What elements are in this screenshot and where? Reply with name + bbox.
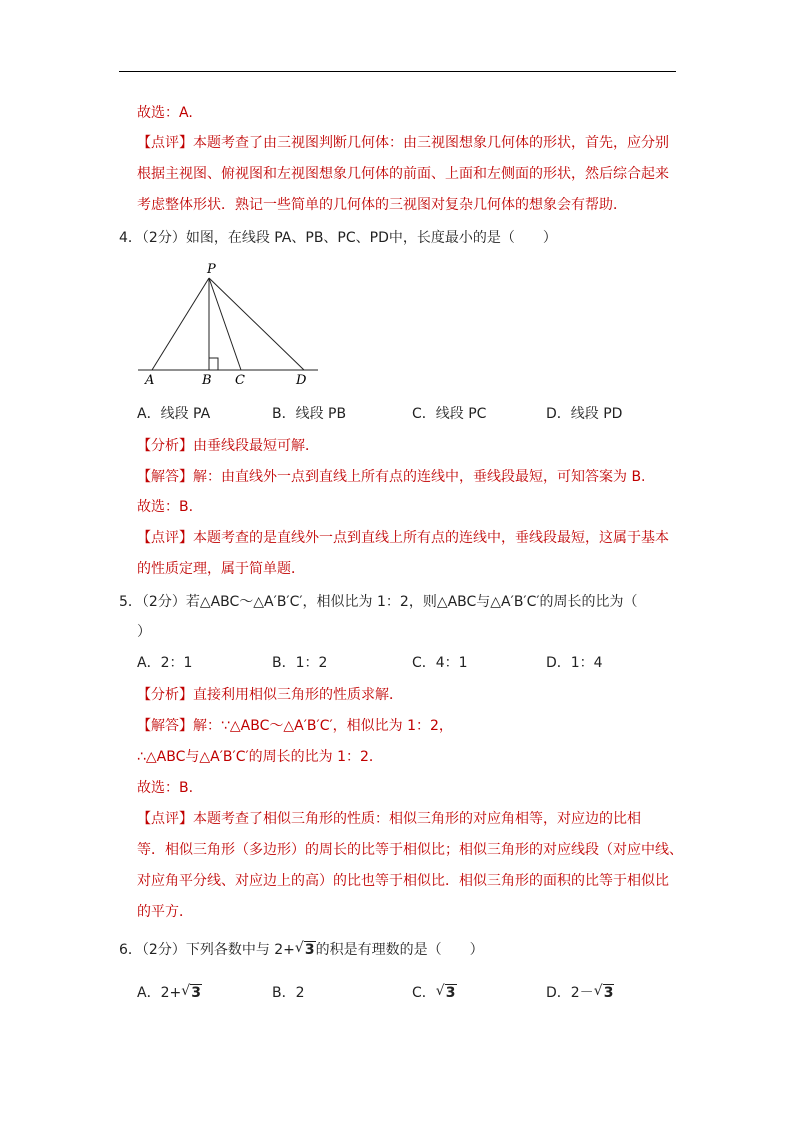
q6-option-d: D．2－ √ 3	[546, 983, 614, 1001]
q5-comment-line-2: 等．相似三角形（多边形）的周长的比等于相似比；相似三角形的对应线段（对应中线、	[137, 842, 683, 858]
q5-option-c: C．4：1	[412, 655, 468, 671]
q5-comment-line-4: 的平方．	[137, 904, 193, 920]
q4-option-b: B．线段 PB	[272, 406, 347, 422]
q4-option-c: C．线段 PC	[412, 406, 487, 422]
q6-option-a-radical: √ 3	[181, 983, 201, 1001]
label-a: A	[145, 373, 155, 388]
q4-solution: 【解答】解：由直线外一点到直线上所有点的连线中，垂线段最短，可知答案为 B.	[137, 469, 646, 485]
q5-option-a: A．2：1	[137, 655, 193, 671]
q6-option-d-radical: √ 3	[593, 983, 614, 1001]
q5-analysis: 【分析】直接利用相似三角形的性质求解．	[137, 687, 403, 703]
q5-solution-line-1: 【解答】解：∵△ABC～△A′B′C′，相似比为 1：2，	[137, 718, 453, 734]
q4-option-a: A．线段 PA	[137, 406, 211, 422]
prev-comment-line-2: 根据主视图、俯视图和左视图想象几何体的前面、上面和左侧面的形状，然后综合起来	[137, 166, 669, 182]
q6-stem-prefix: 6．（2分）下列各数中与 2+	[119, 942, 295, 958]
label-c: C	[235, 373, 245, 388]
label-d: D	[296, 373, 307, 388]
q6-option-c-radical: √ 3	[435, 983, 456, 1001]
header-rule	[119, 71, 676, 72]
q4-comment-line-2: 的性质定理，属于简单题．	[137, 561, 305, 577]
q4-answer: 故选：B.	[137, 499, 194, 515]
q5-stem-continued: ）	[137, 624, 151, 640]
q6-stem-suffix: 的积是有理数的是（ ）	[315, 942, 484, 958]
right-angle-mark	[209, 358, 218, 370]
q5-answer: 故选：B.	[137, 780, 194, 796]
q6-stem	[119, 940, 484, 960]
q5-comment-line-3: 对应角平分线、对应边上的高）的比也等于相似比．相似三角形的面积的比等于相似比	[137, 873, 669, 889]
q6-option-a: A．2+ √ 3	[137, 983, 201, 1001]
q5-solution-line-2: ∴△ABC与△A′B′C′的周长的比为 1：2．	[137, 749, 383, 765]
prev-comment-line-1: 【点评】本题考查了由三视图判断几何体：由三视图想象几何体的形状，首先，应分别	[137, 135, 669, 151]
q4-option-d: D．线段 PD	[546, 406, 623, 422]
q6-option-b: B．2	[272, 985, 305, 1001]
q6-option-c: C． √ 3	[412, 983, 456, 1001]
label-b: B	[202, 373, 212, 388]
segment-pd	[209, 278, 304, 370]
q6-stem-radical: √ 3	[294, 940, 315, 958]
q5-option-b: B．1：2	[272, 655, 328, 671]
prev-comment-line-3: 考虑整体形状．熟记一些简单的几何体的三视图对复杂几何体的想象会有帮助．	[137, 197, 627, 213]
q4-analysis: 【分析】由垂线段最短可解．	[137, 438, 319, 454]
label-p: P	[207, 262, 216, 277]
q4-stem: 4．（2分）如图，在线段 PA、PB、PC、PD中，长度最小的是（ ）	[119, 230, 557, 246]
segment-pa	[152, 278, 209, 370]
q5-option-d: D．1：4	[546, 655, 603, 671]
q4-comment-line-1: 【点评】本题考查的是直线外一点到直线上所有点的连线中，垂线段最短，这属于基本	[137, 530, 669, 546]
q5-comment-line-1: 【点评】本题考查了相似三角形的性质：相似三角形的对应角相等，对应边的比相	[137, 811, 641, 827]
q5-stem: 5．（2分）若△ABC～△A′B′C′，相似比为 1：2，则△ABC与△A′B′C′的周长的比为（	[119, 594, 638, 610]
prev-answer: 故选：A.	[137, 105, 193, 121]
segment-pc	[209, 278, 241, 370]
q4-figure	[138, 260, 328, 390]
